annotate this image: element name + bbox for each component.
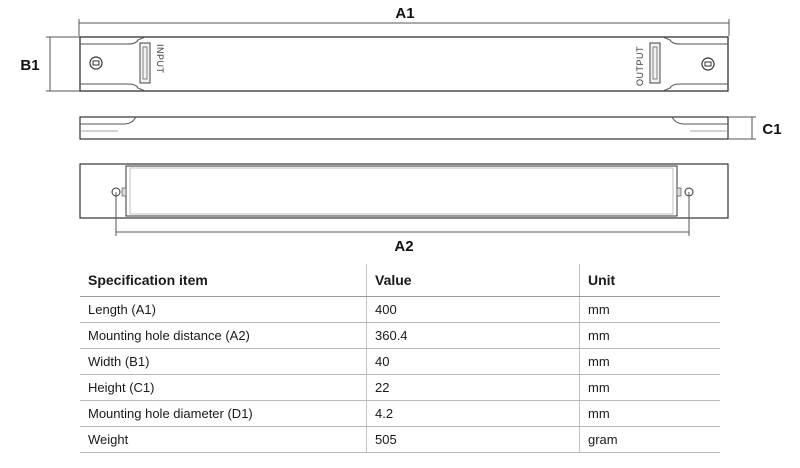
left-screw-icon [90,57,102,69]
input-port-label: INPUT [155,44,165,74]
cell-unit: mm [580,401,721,427]
top-view [20,5,729,91]
cell-unit: mm [580,349,721,375]
table-row [80,323,720,349]
table-row [80,375,720,401]
output-port-label: OUTPUT [635,46,645,86]
cell-unit: mm [580,323,721,349]
cell-value: 4.2 [367,401,580,427]
dim-a2-label: A2 [394,238,414,255]
table-row [80,401,720,427]
cell-value: 360.4 [367,323,580,349]
dim-c1-label: C1 [762,121,782,138]
cell-unit: mm [580,297,721,323]
cell-value: 40 [367,349,580,375]
header-unit: Unit [580,264,721,297]
a1-dimension [79,5,729,36]
side-view [80,117,782,139]
cell-item: Mounting hole diameter (D1) [80,401,367,427]
specification-table [80,264,720,453]
right-screw-icon [702,58,714,70]
cell-unit: gram [580,427,721,453]
cell-value: 505 [367,427,580,453]
dim-b1-label: B1 [20,57,40,74]
cell-unit: mm [580,375,721,401]
cell-item: Height (C1) [80,375,367,401]
table-row [80,427,720,453]
cell-item: Length (A1) [80,297,367,323]
table-row [80,349,720,375]
side-body [80,117,728,139]
cell-item: Width (B1) [80,349,367,375]
cell-value: 400 [367,297,580,323]
top-body [80,37,728,91]
cell-item: Weight [80,427,367,453]
cell-value: 22 [367,375,580,401]
cell-item: Mounting hole distance (A2) [80,323,367,349]
table-header-row [80,264,720,297]
b1-dimension [20,37,80,91]
bottom-view [80,164,728,255]
c1-dimension [728,117,782,139]
header-value: Value [367,264,580,297]
dim-a1-label: A1 [395,5,415,22]
table-row [80,297,720,323]
header-spec-item: Specification item [80,264,367,297]
bottom-inner-plate [126,166,677,216]
